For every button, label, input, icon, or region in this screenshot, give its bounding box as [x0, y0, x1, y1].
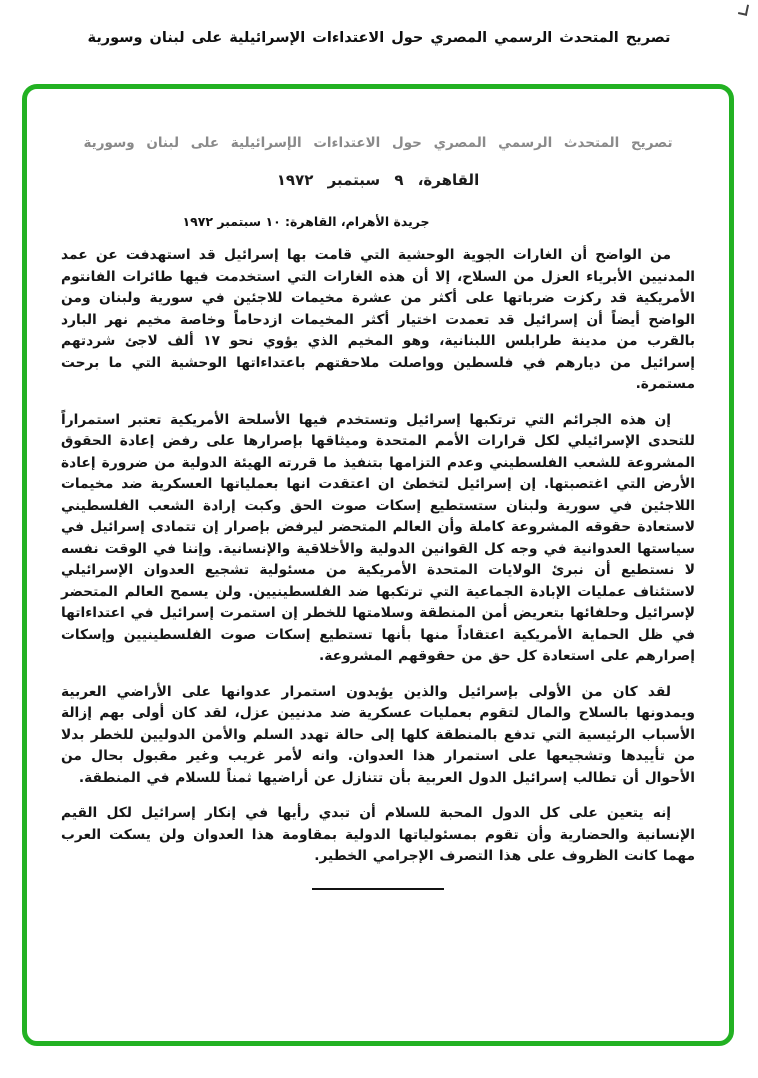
body-paragraph-2: إن هذه الجرائم التي ترتكبها إسرائيل وتستخدم فيها الأسلحة الأمريكية تعتبر استمراراً للتحدى الإسرائيلي لكل قرارات الأمم المتحدة وميثاقها بإصرارها على رفض إعادة الحقوق المشروعة للشعب الفلسطيني وعدم التزامها بتنفيذ ما قررته الهيئة الدولية من ضرورة إعادة الأرض التي اغتصبتها. إن إسرائيل لتخطئ ان اعتقدت انها بعملياتها العسكرية ضد مخيمات اللاجئين في سورية ولبنان ستستطيع إسكات صوت الحق وكبت إرادة الشعب الفلسطيني لاستعادة حقوقه المشروعة كاملة وأن العالم المتحضر ليرفض بإصرار إن تتمادى إسرائيل في سياستها العدوانية في وجه كل القوانين الدولية والأخلاقية والإنسانية. وإننا في الوقت نفسه لا نستطيع أن نبرئ الولايات المتحدة الأمريكية من مسئولية تشجيع العدوان الإسرائيلي لاستئناف عمليات الإبادة الجماعية التي ترتكبها ضد الفلسطينيين. ولن يسمح العالم المتحضر لإسرائيل وحلفائها بتعريض أمن المنطقة وسلامتها للخطر إن استمرت إسرائيل في اعتداءاتها في ظل الحماية الأمريكية اعتقاداً منها بأنها تستطيع إسكات صوت الفلسطينيين وإسكات إصرارهم على استعادة كل حق من حقوقهم المشروعة.	[61, 411, 695, 665]
body-paragraph-4: إنه يتعين على كل الدول المحبة للسلام أن تبدي رأيها في إنكار إسرائيل لكل القيم الإنسانية والحضارية وأن تقوم بمسئولياتها الدولية بمقاومة هذا العدوان ولن يسكت العرب مهما كانت الظروف على هذا التصرف الإجرامي الخطير.	[61, 805, 695, 865]
body-paragraph-1: من الواضح أن الغارات الجوية الوحشية التي قامت بها إسرائيل قد استهدفت عن عمد المدنيين الأبرياء العزل من السلاح، إلا أن هذه الغارات التي استخدمت فيها طائرات الفانتوم الأمريكية قد ركزت ضرباتها على أكثر من عشرة مخيمات للاجئين في سورية ولبنان ومن الواضح أيضاً أن إسرائيل قد تعمدت اختيار أكثر المخيمات ازدحاماً وخاصة مخيم نهر البارد بالقرب من مدينة طرابلس اللبنانية، وهو المخيم الذي يؤوي نحو ١٧ ألف لاجئ شردتهم إسرائيل من ديارهم في فلسطين وواصلت ملاحقتهم باعتداءاتها الوحشية التي ما برحت مستمرة.	[61, 247, 696, 393]
document-title: تصريح المتحدث الرسمي المصري حول الاعتداءات الإسرائيلية على لبنان وسورية	[83, 135, 673, 151]
document-source-line: جريدة الأهرام، القاهرة: ١٠ سبتمبر ١٩٧٢	[182, 214, 430, 229]
document-frame	[22, 84, 734, 1046]
page-header-title: تصريح المتحدث الرسمي المصري حول الاعتداءات الإسرائيلية على لبنان وسورية	[87, 30, 671, 46]
body-paragraph-3: لقد كان من الأولى بإسرائيل والذين يؤيدون استمرار عدوانها على الأراضي العربية ويمدونها بالسلاح والمال لتقوم بعمليات عسكرية ضد مدنيين عزل، لقد كان أولى بهم إزالة الأسباب الرئيسية التي تدفع بالمنطقة كلها إلى حالة تهدد السلم والأمن الدوليين للخطر بدلا من تأييدها وتشجيعها على استمرار هذا العدوان. وانه لأمر غريب وغير مقبول بحال من الأحوال أن تطالب إسرائيل الدول العربية بأن تتنازل عن أراضيها ثمناً للسلام في المنطقة.	[61, 683, 695, 786]
end-divider	[312, 888, 444, 890]
document-date-line: القاهرة، ٩ سبتمبر ١٩٧٢	[276, 171, 480, 189]
document-body	[61, 245, 695, 868]
